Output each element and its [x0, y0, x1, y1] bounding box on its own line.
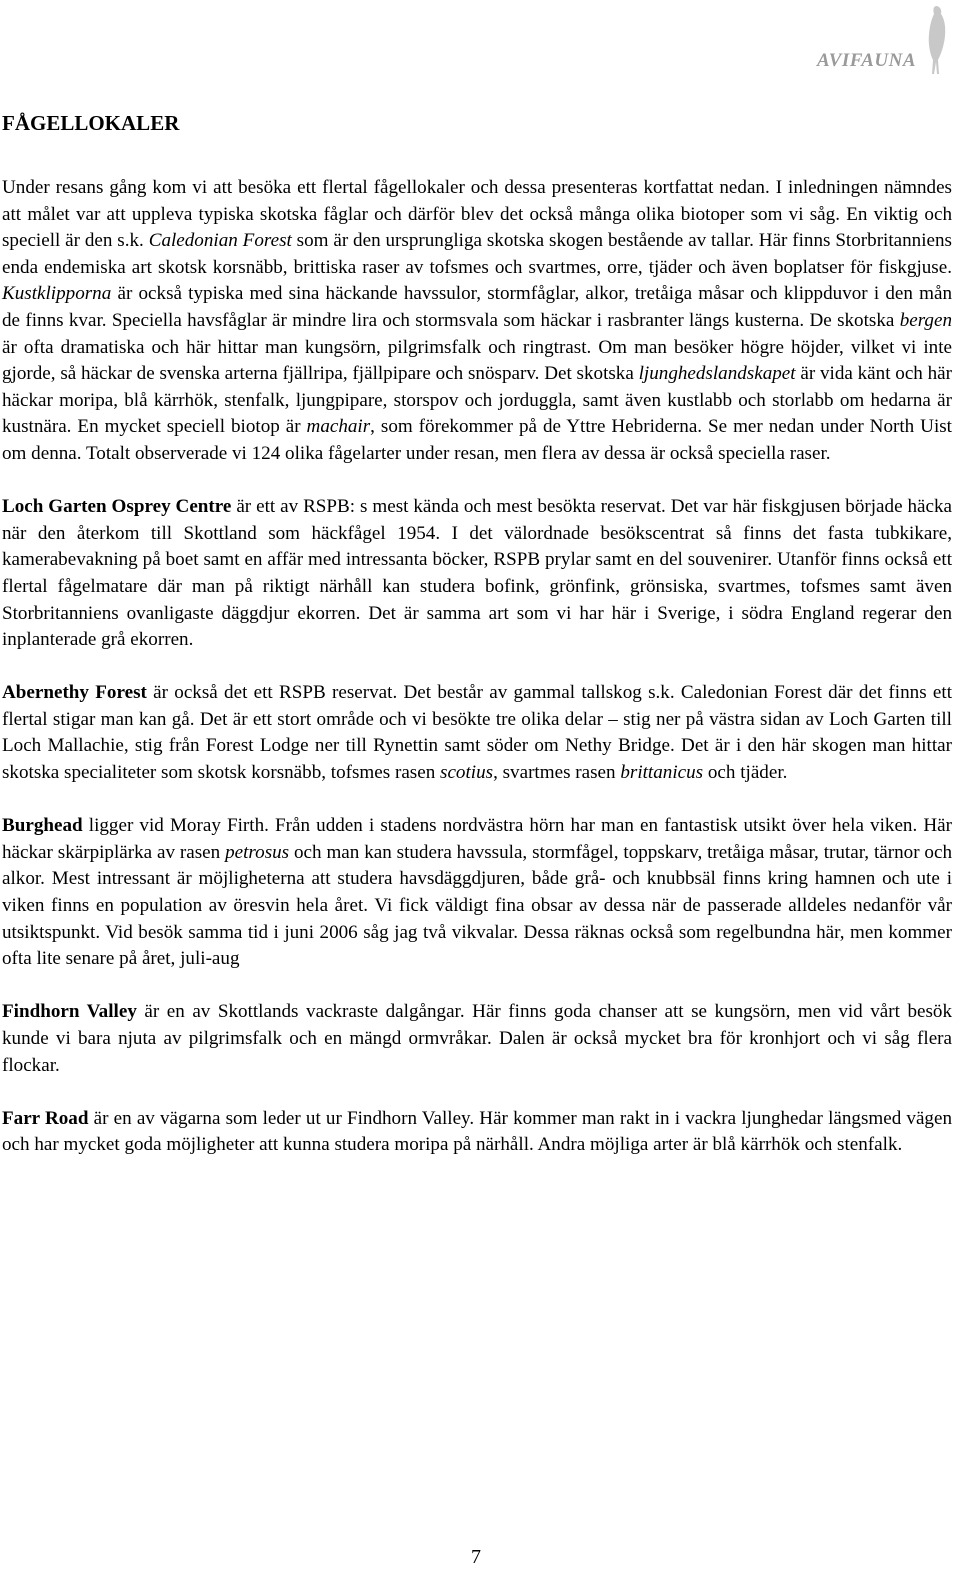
location-name: Abernethy Forest [2, 682, 147, 704]
findhorn-paragraph [2, 999, 952, 1079]
farr-road-paragraph [2, 1106, 952, 1159]
page-number: 7 [471, 1546, 481, 1568]
location-name: Burghead [2, 815, 83, 837]
page-content [2, 110, 952, 1159]
location-text: är en av vägarna som leder ut ur Findhorn Valley. Här kommer man rakt in i vackra ljunghedar längsmed vägen och har mycket goda möjligheter att kunna studera moripa på närhåll. Andra möjliga arter är blå kärrhök och stenfalk. [2, 1107, 952, 1156]
intro-text: Under resans gång kom vi att besöka ett flertal fågellokaler och dessa presenteras kortfattat nedan. I inledningen nämndes att målet var att uppleva typiska skotska fåglar och därför blev det också många olika biotoper som vi såg. En viktig och speciell är den s.k. [2, 177, 952, 252]
intro-paragraph [2, 175, 952, 468]
intro-italic-term: ljunghedslandskapet [638, 363, 796, 385]
page-title: FÅGELLOKALER [2, 111, 180, 135]
intro-text: som är den ursprungliga skotska skogen bestående av tallar. Här finns Storbritanniens enda endemiska art skotsk korsnäbb, brittiska raser av tofsmes och svartmes, orre, tjäder och även boplatser för fiskgjuse. [2, 230, 952, 278]
location-text: och man kan studera havssula, stormfågel, toppskarv, tretåiga måsar, trutar, tärnor och alkor. Mest intressant är möjligheterna att studera havsdäggdjuren, både grå- och knubbsäl finns kring hamnen och ute i viken finns en population av öresvin hela året. Vi fick väldigt fina obsar av dessa när de passerade alldeles nedanför vår utsiktspunkt. Vid besök samma tid i juni 2006 såg jag två vikvalar. Dessa räknas också som regelbundna här, men kommer ofta lite senare på året, juli-aug [2, 841, 952, 970]
intro-text: är ofta dramatiska och här hittar man kungsörn, pilgrimsfalk och ringtrast. Om man besöker högre höjder, vilket vi inte gjorde, så häckar de svenska arterna fjällripa, fjällpipare och snösparv. Det skotska [2, 336, 952, 385]
intro-text: , som förekommer på de Yttre Hebriderna. Se mer nedan under North Uist om denna. Totalt observerade vi 124 olika fågelarter under resan, men flera av dessa är också speciella raser. [2, 416, 952, 464]
location-text: ligger vid Moray Firth. Från udden i stadens nordvästra hörn har man en fantastisk utsikt över hela viken. Här häckar skärpiplärka av rasen [2, 815, 952, 863]
location-text: , svartmes rasen [493, 762, 621, 784]
subspecies-name: petrosus [225, 841, 290, 863]
subspecies-name: scotius [440, 762, 494, 784]
intro-italic-term: bergen [899, 309, 952, 331]
abernethy-paragraph [2, 680, 952, 786]
intro-italic-term: Kustklipporna [2, 283, 112, 305]
location-text: är också det ett RSPB reservat. Det består av gammal tallskog s.k. Caledonian Forest där det finns ett flertal stigar man kan gå. Det är ett stort område och vi besökte tre olika delar – stig ner på västra sidan av Loch Garten till Loch Mallachie, stig från Forest Lodge ner till Rynettin samt söder om Nethy Bridge. Det är i den här skogen man hittar skotska specialiteter som skotsk korsnäbb, tofsmes rasen [2, 682, 952, 784]
loch-garten-paragraph [2, 494, 952, 654]
avifauna-logo [760, 4, 950, 74]
bird-silhouette-icon [922, 4, 950, 76]
subspecies-name: brittanicus [620, 762, 704, 784]
location-text: är en av Skottlands vackraste dalgångar. Här finns goda chanser att se kungsörn, men vid vårt besök kunde vi bara njuta av pilgrimsfalk och en mängd ormvråkar. Dalen är också mycket bra för kronhjort och vi såg flera flockar. [2, 1001, 952, 1076]
location-name: Findhorn Valley [2, 1001, 137, 1023]
location-text: och tjäder. [703, 762, 788, 784]
intro-italic-term: Caledonian Forest [148, 230, 292, 252]
location-text: är ett av RSPB: s mest kända och mest besökta reservat. Det var här fiskgjusen började häcka när den återkom till Skottland som häckfågel 1954. I det välordnade besökscentrat så finns det fasta tubkikare, kamerabevakning på boet samt en affär med intressanta böcker, RSPB prylar samt en del souvenirer. Utanför finns också ett flertal fågelmatare där man på riktigt närhåll kan studera bofink, grönfink, grönsiska, svartmes, tofsmes samt även Storbritanniens ovanligaste däggdjur ekorren. Det är samma art som vi har här i Sverige, i södra England regerar den inplanterade grå ekorren. [2, 496, 953, 651]
location-name: Loch Garten Osprey Centre [2, 496, 232, 518]
intro-italic-term: machair [306, 416, 371, 438]
burghead-paragraph [2, 813, 952, 973]
intro-text: är vida känt och här häckar moripa, blå kärrhök, stenfalk, ljungpipare, storspov och jorduggla, samt även kustlabb och storlabb om hedarna är kustnära. En mycket speciell biotop är [2, 363, 952, 438]
logo-text: AVIFAUNA [816, 50, 916, 71]
location-name: Farr Road [2, 1107, 89, 1129]
intro-text: är också typiska med sina häckande havssulor, stormfåglar, alkor, tretåiga måsar och klippduvor i den mån de finns kvar. Speciella havsfåglar är mindre lira och stormsvala som häckar i rasbranter längs kusterna. De skotska [2, 283, 952, 331]
